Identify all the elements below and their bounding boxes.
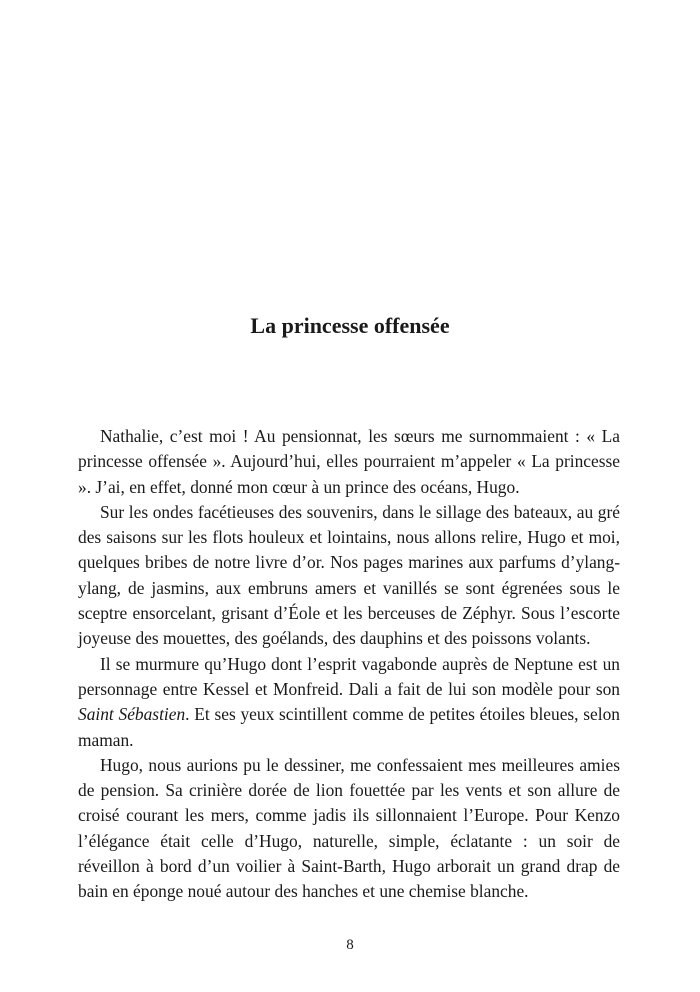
paragraph-3-lead: Il se murmure qu’Hugo dont l’esprit vagabonde auprès de Neptune est un personnage entre Kessel et Monfreid. Dali a fait de lui son modèle pour son: [78, 653, 620, 699]
paragraph-2: Sur les ondes facétieuses des souvenirs, dans le sillage des bateaux, au gré des saisons sur les flots houleux et lointains, nous allons relire, Hugo et moi, quelques bribes de notre livre d’or. Nos pages marines aux parfums d’ylang-ylang, de jasmins, aux embruns amers et vanillés se sont égrenées sous le sceptre ensorcelant, grisant d’Éole et les berceuses de Zéphyr. Sous l’escorte joyeuse des mouettes, des goélands, des dauphins et des poissons volants.: [78, 501, 620, 649]
paragraph-4: Hugo, nous aurions pu le dessiner, me confessaient mes meilleures amies de pension. Sa crinière dorée de lion fouettée par les vents et son allure de croisé courant les mers, comme jadis ils sillonnaient l’Europe. Pour Kenzo l’élégance était celle d’Hugo, naturelle, simple, éclatante : un soir de réveillon à bord d’un voilier à Saint-Barth, Hugo arborait un grand drap de bain en éponge noué autour des hanches et une chemise blanche.: [78, 754, 620, 902]
page-number: 8: [346, 937, 354, 953]
body-text: [78, 424, 620, 905]
paragraph-3: [78, 652, 620, 753]
paragraph-1: Nathalie, c’est moi ! Au pensionnat, les sœurs me surnommaient : « La princesse offensée ». Aujourd’hui, elles pourraient m’appeler « La princesse ». J’ai, en effet, donné mon cœur à un prince des océans, Hugo.: [78, 426, 620, 497]
chapter-title: La princesse offensée: [250, 313, 450, 338]
paragraph-3-tail: . Et ses yeux scintillent comme de petites étoiles bleues, selon maman.: [78, 704, 620, 750]
artwork-title: Saint Sébastien: [78, 704, 186, 725]
